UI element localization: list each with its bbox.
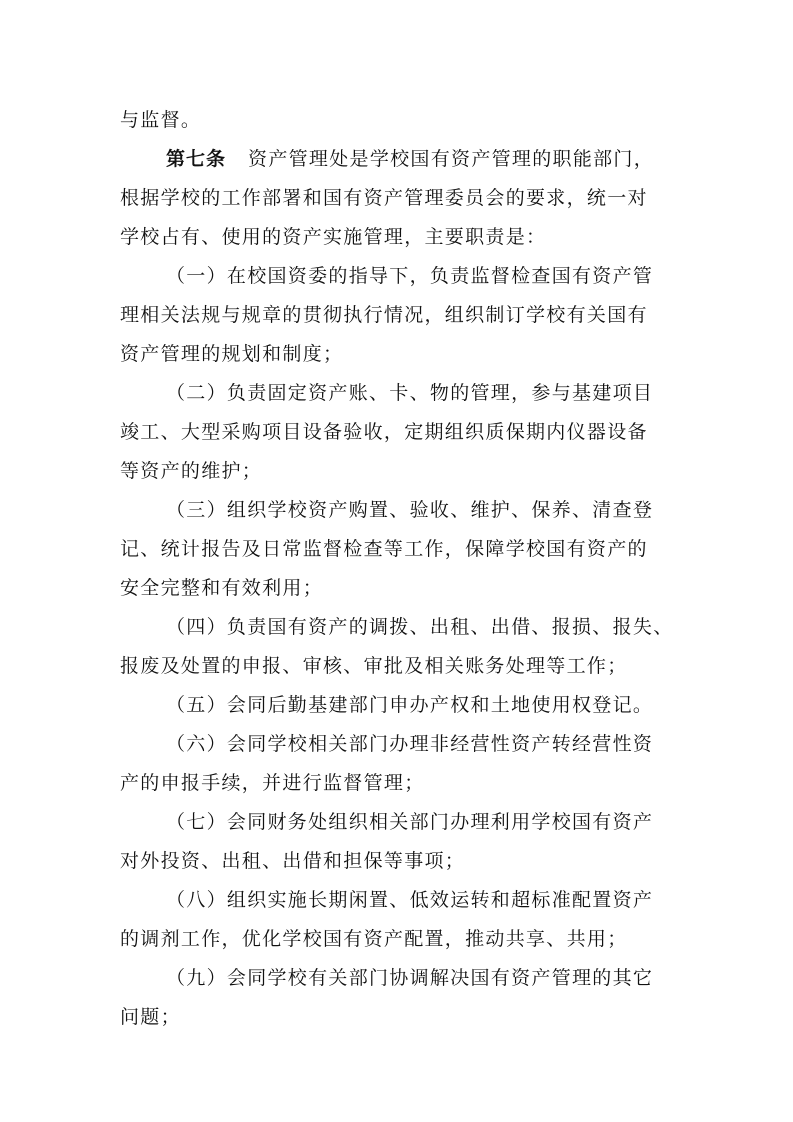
list-item-2-line: （二）负责固定资产账、卡、物的管理，参与基建项目 xyxy=(166,382,654,404)
list-item-9-line: （九）会同学校有关部门协调解决国有资产管理的其它 xyxy=(166,967,654,989)
text-line: 等资产的维护； xyxy=(120,460,263,482)
text-line: 资产管理处是学校国有资产管理的职能部门， xyxy=(248,148,655,170)
list-item-3-line: （三）组织学校资产购置、验收、维护、保养、清查登 xyxy=(166,499,654,521)
text-line: 产的申报手续，并进行监督管理； xyxy=(120,772,425,794)
text-line: 的调剂工作，优化学校国有资产配置，推动共享、共用； xyxy=(120,928,628,950)
text-line: 对外投资、出租、出借和担保等事项； xyxy=(120,850,466,872)
text-line: 竣工、大型采购项目设备验收，定期组织质保期内仪器设备 xyxy=(120,421,648,443)
text-line: 问题； xyxy=(120,1006,181,1028)
list-item-6-line: （六）会同学校相关部门办理非经营性资产转经营性资 xyxy=(166,733,654,755)
list-item-4-line: （四）负责国有资产的调拨、出租、出借、报损、报失、 xyxy=(166,616,674,638)
list-item-8-line: （八）组织实施长期闲置、低效运转和超标准配置资产 xyxy=(166,889,654,911)
text-line: 与监督。 xyxy=(120,109,202,131)
article-heading-line xyxy=(120,140,680,179)
list-item-7-line: （七）会同财务处组织相关部门办理利用学校国有资产 xyxy=(166,811,654,833)
text-line: 理相关法规与规章的贯彻执行情况，组织制订学校有关国有 xyxy=(120,304,648,326)
text-line: 安全完整和有效利用； xyxy=(120,577,324,599)
list-item-5-line: （五）会同后勤基建部门申办产权和土地使用权登记。 xyxy=(166,694,654,716)
text-line: 学校占有、使用的资产实施管理，主要职责是： xyxy=(120,226,547,248)
text-line: 记、统计报告及日常监督检查等工作，保障学校国有资产的 xyxy=(120,538,648,560)
text-line: 根据学校的工作部署和国有资产管理委员会的要求，统一对 xyxy=(120,187,648,209)
article-body xyxy=(120,101,680,1037)
text-line: 资产管理的规划和制度； xyxy=(120,343,344,365)
article-number-label: 第七条 xyxy=(166,148,227,170)
list-item-1-line: （一）在校国资委的指导下，负责监督检查国有资产管 xyxy=(166,265,654,287)
text-line: 报废及处置的申报、审核、审批及相关账务处理等工作； xyxy=(120,655,628,677)
